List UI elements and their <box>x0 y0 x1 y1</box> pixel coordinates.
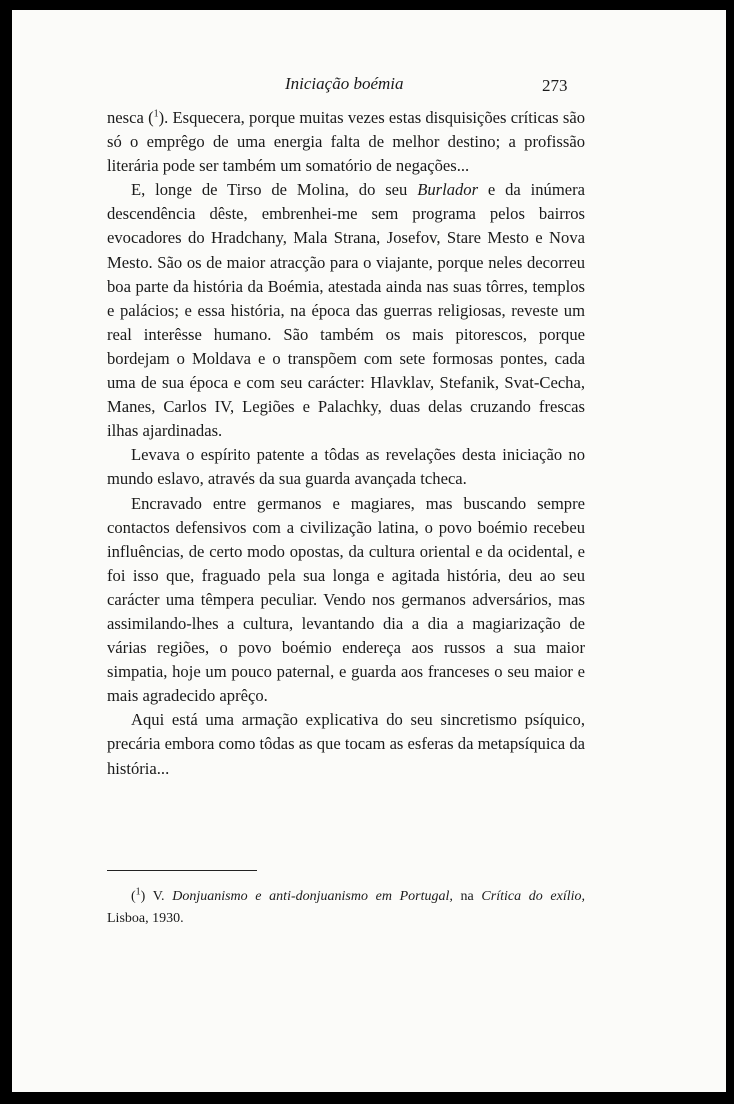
body-text <box>107 106 585 781</box>
paragraph-1 <box>107 106 585 178</box>
footnote-cited-title: Donjuanismo e anti-donjuanismo em Portugal, <box>172 889 453 904</box>
footnote <box>107 886 585 930</box>
work-title-burlador: Burlador <box>417 180 479 200</box>
page-number: 273 <box>542 76 568 95</box>
book-page <box>12 10 726 1092</box>
page-header <box>12 74 726 98</box>
paragraph-4: Encravado entre germanos e magiares, mas buscando sempre contactos defensivos com a civilização latina, o povo boémio recebeu influências, de certo modo opostas, da cultura oriental e da ocidental, e foi isso que, fraguado pela sua longa e agitada história, deu ao seu carácter uma têmpera peculiar. Vendo nos germanos adversários, mas assimilando-lhes a cultura, levantando dia a dia a magiarização de várias regiões, o povo boémio endereça aos russos a sua maior simpatia, hoje um pouco paternal, e guarda aos franceses o seu maior e mais agradecido aprêço. <box>107 493 585 706</box>
paragraph-2-start: E, longe de Tirso de Molina, do seu <box>131 180 418 200</box>
paragraph-2-rest: e da inúmera descendência dêste, embrenhei-me sem programa pelos bairros evocadores do Hradchany, Mala Strana, Josefov, Stare Mesto e Nova Mesto. São os de maior atracção para o viajante, porque neles decorreu boa parte da história da Boémia, atestada ainda nas suas tôrres, templos e palácios; e essa história, na época das guerras religiosas, reveste um real interêsse humano. São também os mais pitorescos, porque bordejam o Moldava e o transpõem com sete formosas pontes, cada uma de sua época e com seu carácter: Hlavklav, Stefanik, Svat-Cecha, Manes, Carlos IV, Legiões e Palachky, duas delas cruzando frescas ilhas ajardinadas. <box>107 180 585 441</box>
footnote-journal: Crítica do exílio, <box>481 889 586 904</box>
paragraph-1-rest: ). Esquecera, porque muitas vezes estas disquisições críticas são só o emprêgo de uma energia falta de melhor destino; a profissão literária pode ser também um somatório de negações... <box>107 108 585 176</box>
paragraph-3: Levava o espírito patente a tôdas as revelações desta iniciação no mundo eslavo, através da sua guarda avançada tcheca. <box>107 445 585 489</box>
footnote-place-year: Lisboa, 1930. <box>107 911 184 926</box>
footnote-divider <box>107 870 257 871</box>
footnote-number: 1 <box>135 886 141 898</box>
paragraph-5: Aqui está uma armação explicativa do seu sincretismo psíquico, precária embora como tôdas as que tocam as esferas da metapsíquica da história... <box>107 710 585 778</box>
footnote-close: ) V. <box>140 889 173 904</box>
running-title: Iniciação boémia <box>285 74 404 93</box>
footnote-reference: 1 <box>153 108 159 120</box>
paragraph-1-start: nesca ( <box>107 108 154 127</box>
paragraph-2 <box>107 178 585 443</box>
footnote-open: ( <box>131 889 136 904</box>
footnote-connector: na <box>452 889 482 904</box>
